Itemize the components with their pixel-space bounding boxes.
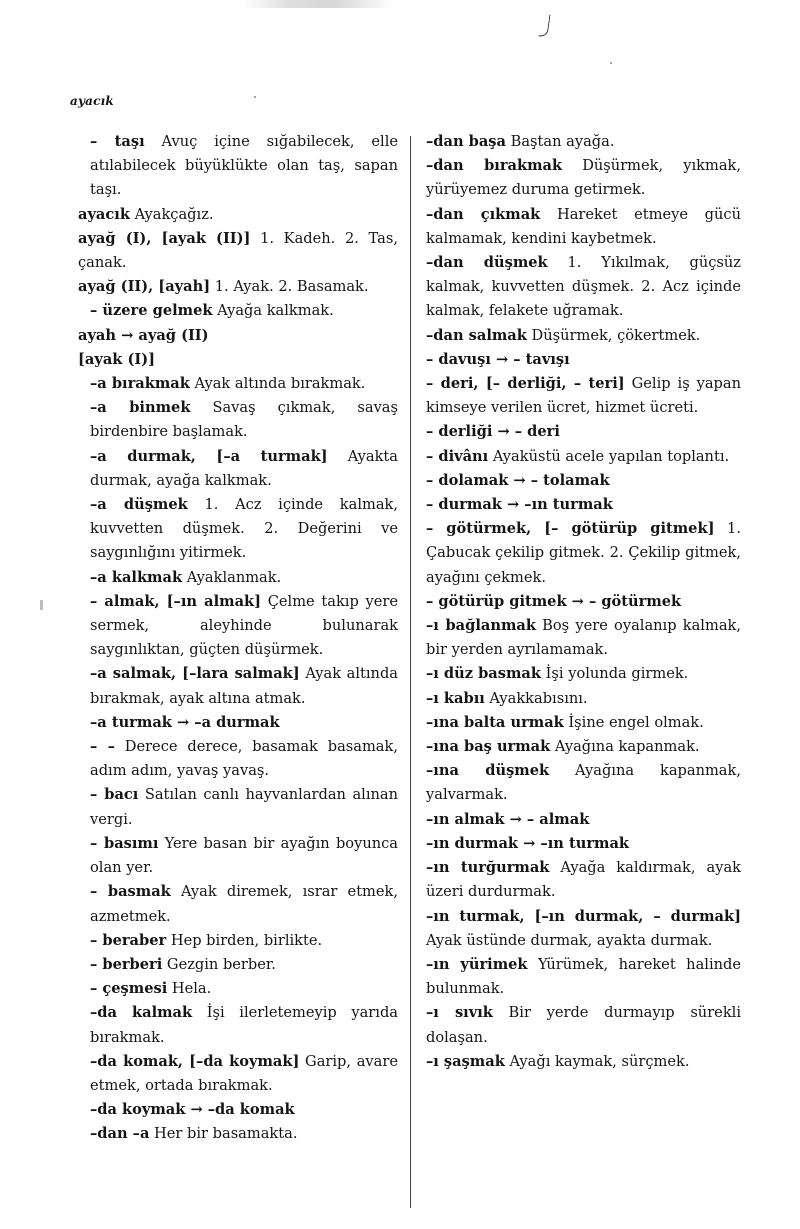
entry-definition: Avuç içine sığabilecek, elle atılabilecek büyüklükte olan taş, sapan taşı.	[90, 133, 399, 199]
dictionary-entry	[426, 130, 741, 154]
entry-headword: –a kalkmak	[90, 568, 183, 586]
dictionary-entry	[426, 445, 741, 469]
entry-headword: –da koymak → –da komak	[90, 1101, 295, 1119]
entry-definition: Savaş çıkmak, savaş birdenbire başlamak.	[90, 399, 399, 441]
dictionary-entry	[426, 808, 741, 832]
entry-definition: 1. Ayak. 2. Basamak.	[210, 278, 369, 296]
dictionary-entry	[426, 469, 741, 493]
entry-headword: –ın yürimek	[426, 955, 528, 973]
entry-headword: –ı sıvık	[426, 1004, 493, 1022]
entry-headword: [ayak (I)]	[78, 350, 156, 368]
dictionary-entry	[426, 1050, 741, 1074]
dictionary-entry	[78, 1001, 398, 1049]
entry-definition: Ayak altında bırakmak, ayak altına atmak.	[90, 665, 399, 707]
entry-headword: –ına baş urmak	[426, 738, 551, 756]
entry-definition: Boş yere oyalanıp kalmak, bir yerden ayrılamamak.	[426, 617, 741, 659]
scan-artifact-top	[244, 0, 394, 8]
dictionary-entry	[426, 953, 741, 1001]
dictionary-entry	[78, 130, 398, 203]
entry-headword: –ı düz basmak	[426, 665, 541, 683]
dictionary-entry	[78, 372, 398, 396]
entry-headword: – davuşı → – tavışı	[426, 350, 570, 368]
entry-headword: –ı kabıı	[426, 689, 485, 707]
entry-headword: – götürmek, [– götürüp gitmek]	[426, 520, 715, 538]
dictionary-entry	[78, 832, 398, 880]
entry-headword: – durmak → –ın turmak	[426, 496, 613, 514]
entry-headword: –dan bırakmak	[426, 157, 563, 175]
entry-definition: Ayağa kaldırmak, ayak üzeri durdurmak.	[426, 859, 741, 901]
entry-headword: –da komak, [–da koymak]	[90, 1052, 300, 1070]
entry-definition: Gelip iş yapan kimseye verilen ücret, hizmet ücreti.	[426, 375, 741, 417]
running-head: ayacık	[70, 94, 114, 108]
entry-headword: –ı şaşmak	[426, 1052, 505, 1070]
entry-headword: –ına balta urmak	[426, 713, 564, 731]
dictionary-entry	[426, 154, 741, 202]
dictionary-entry	[78, 299, 398, 323]
entry-definition: Bir yerde durmayıp sürekli dolaşan.	[426, 1004, 741, 1046]
dictionary-entry	[78, 1098, 398, 1122]
dictionary-entry	[426, 517, 741, 590]
dictionary-entry	[426, 372, 741, 420]
entry-headword: – üzere gelmek	[90, 302, 213, 320]
dictionary-entry	[426, 348, 741, 372]
entry-definition: Ayaküstü acele yapılan toplantı.	[488, 447, 730, 465]
entry-definition: 1. Kadeh. 2. Tas, çanak.	[78, 229, 398, 272]
dictionary-entry	[426, 614, 741, 662]
dictionary-entry	[426, 493, 741, 517]
entry-definition: Ayağına kapanmak, yalvarmak.	[426, 762, 741, 804]
dictionary-entry	[426, 1001, 741, 1049]
entry-definition: Çelme takıp yere sermek, aleyhinde bulunarak saygınlıktan, güçten düşürmek.	[90, 592, 398, 659]
right-column	[426, 130, 741, 1074]
entry-headword: –da kalmak	[90, 1004, 193, 1022]
dictionary-entry	[78, 1050, 398, 1098]
dictionary-entry	[78, 783, 398, 831]
entry-definition: Ayakta durmak, ayağa kalkmak.	[90, 447, 398, 489]
dictionary-entry	[78, 396, 398, 444]
dictionary-entry	[78, 493, 398, 566]
entry-headword: –ın turğurmak	[426, 859, 550, 877]
dictionary-entry	[78, 953, 398, 977]
entry-headword: ayacık	[78, 205, 130, 223]
entry-headword: – deri, [– derliği, – teri]	[426, 375, 625, 393]
dictionary-entry	[426, 420, 741, 444]
entry-headword: –a salmak, [–lara salmak]	[90, 665, 300, 683]
entry-definition: Ayak altında bırakmak.	[189, 375, 366, 393]
entry-headword: –dan düşmek	[426, 254, 548, 272]
entry-headword: – bacı	[90, 786, 139, 804]
entry-headword: – taşı	[90, 133, 145, 150]
left-column	[78, 130, 398, 1147]
entry-headword: –ı bağlanmak	[426, 617, 536, 635]
scan-dot	[254, 96, 256, 98]
entry-definition: 1. Çabucak çekilip gitmek. 2. Çekilip gitmek, ayağını çekmek.	[426, 520, 741, 586]
entry-headword: – dolamak → – tolamak	[426, 471, 610, 489]
entry-definition: Ayakçağız.	[129, 205, 214, 223]
entry-definition: Ayakkabısını.	[484, 689, 588, 707]
entry-headword: –ın almak → – almak	[426, 810, 590, 828]
dictionary-entry	[78, 662, 398, 710]
entry-definition: Ayağına kapanmak.	[550, 738, 700, 756]
entry-definition: Ayaklanmak.	[182, 568, 282, 586]
entry-headword: –a binmek	[90, 399, 191, 417]
entry-definition: Garip, avare etmek, ortada bırakmak.	[90, 1052, 398, 1094]
entry-definition: Ayak üstünde durmak, ayakta durmak.	[426, 931, 713, 949]
entry-definition: Her bir basamakta.	[149, 1125, 298, 1143]
entry-headword: –ın turmak, [–ın durmak, – durmak]	[426, 907, 741, 925]
dictionary-entry	[426, 856, 741, 904]
entry-headword: – divânı	[426, 447, 489, 465]
dictionary-entry	[78, 445, 398, 493]
entry-definition: Ayak diremek, ısrar etmek, azmetmek.	[90, 883, 399, 925]
entry-headword: –dan başa	[426, 133, 506, 150]
entry-headword: –ına düşmek	[426, 762, 550, 780]
entry-headword: –dan –a	[90, 1125, 150, 1143]
dictionary-entry	[426, 759, 741, 807]
dictionary-entry	[78, 324, 398, 348]
entry-headword: –ın durmak → –ın turmak	[426, 834, 630, 852]
dictionary-entry	[78, 711, 398, 735]
entry-headword: – derliği → – deri	[426, 423, 560, 441]
dictionary-entry	[78, 590, 398, 663]
dictionary-entry	[426, 251, 741, 324]
dictionary-entry	[78, 348, 398, 372]
entry-definition: Düşürmek, yıkmak, yürüyemez duruma getirmek.	[426, 157, 741, 199]
entry-definition: Düşürmek, çökertmek.	[526, 326, 701, 344]
entry-headword: –a durmak, [–a turmak]	[90, 447, 328, 465]
dictionary-entry	[78, 1122, 398, 1146]
dictionary-entry	[78, 566, 398, 590]
dictionary-entry	[78, 203, 398, 227]
dictionary-entry	[426, 735, 741, 759]
column-divider	[410, 136, 411, 1208]
entry-definition: Ayağı kaymak, sürçmek.	[504, 1052, 690, 1070]
entry-definition: 1. Yıkılmak, güçsüz kalmak, kuvvetten düşmek. 2. Acz içinde kalmak, felakete uğramak.	[426, 254, 741, 320]
dictionary-entry	[78, 977, 398, 1001]
entry-headword: –a turmak → –a durmak	[90, 713, 280, 731]
entry-definition: Ayağa kalkmak.	[212, 302, 334, 320]
entry-definition: 1. Acz içinde kalmak, kuvvetten düşmek. 2. Değerini ve saygınlığını yitirmek.	[90, 496, 399, 562]
entry-definition: Satılan canlı hayvanlardan alınan vergi.	[90, 786, 399, 828]
dictionary-entry	[78, 929, 398, 953]
entry-headword: –dan çıkmak	[426, 205, 541, 223]
scan-artifact-hook	[538, 13, 550, 37]
entry-headword: –a bırakmak	[90, 375, 190, 393]
entry-headword: ayağ (II), [ayah]	[78, 278, 211, 296]
entry-definition: Derece derece, basamak basamak, adım adım, yavaş yavaş.	[90, 738, 398, 780]
entry-definition: İşi ilerletemeyip yarıda bırakmak.	[90, 1004, 398, 1046]
dictionary-entry	[78, 735, 398, 783]
entry-headword: – basmak	[90, 883, 171, 901]
entry-headword: – berberi	[90, 955, 163, 973]
entry-headword: ayah → ayağ (II)	[78, 326, 209, 344]
entry-headword: – beraber	[90, 931, 167, 949]
entry-definition: İşi yolunda girmek.	[541, 665, 689, 683]
entry-definition: Yere basan bir ayağın boyunca olan yer.	[90, 834, 398, 877]
entry-definition: Gezgin berber.	[162, 955, 276, 973]
dictionary-entry	[426, 590, 741, 614]
dictionary-entry	[78, 275, 398, 299]
dictionary-entry	[426, 832, 741, 856]
dictionary-entry	[426, 324, 741, 348]
dictionary-entry	[426, 687, 741, 711]
entry-definition: Yürümek, hareket halinde bulunmak.	[426, 955, 741, 998]
dictionary-entry	[426, 203, 741, 251]
dictionary-entry	[426, 905, 741, 953]
entry-definition: Hela.	[167, 980, 212, 998]
entry-headword: – çeşmesi	[90, 980, 168, 998]
entry-definition: Hareket etmeye gücü kalmamak, kendini kaybetmek.	[426, 205, 741, 247]
entry-headword: – –	[90, 738, 115, 756]
entry-headword: –dan salmak	[426, 326, 527, 344]
dictionary-entry	[78, 227, 398, 275]
entry-headword: – almak, [–ın almak]	[90, 592, 262, 610]
scan-dot	[40, 600, 43, 610]
entry-headword: – basımı	[90, 834, 159, 852]
dictionary-entry	[426, 711, 741, 735]
entry-definition: Baştan ayağa.	[505, 133, 615, 150]
entry-definition: İşine engel olmak.	[563, 713, 704, 731]
entry-definition: Hep birden, birlikte.	[166, 931, 323, 949]
entry-headword: –a düşmek	[90, 496, 188, 514]
entry-headword: ayağ (I), [ayak (II)]	[78, 229, 251, 247]
scan-dot	[610, 62, 612, 64]
entry-headword: – götürüp gitmek → – götürmek	[426, 592, 682, 610]
dictionary-entry	[78, 880, 398, 928]
dictionary-entry	[426, 662, 741, 686]
